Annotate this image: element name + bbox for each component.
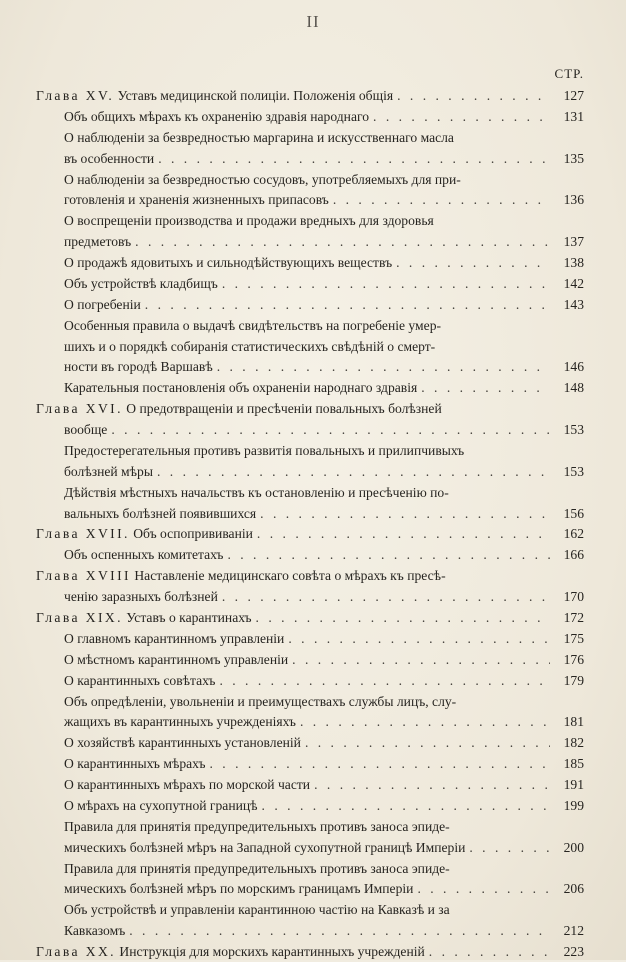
page-ref: 170 [563,589,584,605]
page-ref: 153 [563,463,584,479]
chapter-label: Глава XV. [36,88,115,103]
dot-leader [429,942,550,962]
toc-row [64,107,584,127]
toc-row [64,337,584,357]
section-title: болѣзней мѣры [64,463,153,479]
toc-row [36,566,584,586]
section-title: Объ опредѣленіи, увольненіи и преимуществахъ службы лицъ, слу- [64,693,457,709]
toc-row [64,441,584,461]
section-title: О воспрещеніи производства и продажи вредныхъ для здоровья [64,213,434,229]
dot-leader [421,378,550,398]
page-ref: 127 [563,88,584,103]
toc-row [64,504,584,524]
toc-row [64,671,584,691]
page-ref: 172 [563,610,584,625]
toc-row [64,796,584,816]
chapter-title: Инструкція для морскихъ карантинныхъ учрежденій [119,944,425,960]
toc-row [64,859,584,879]
toc-row [64,879,584,899]
section-title: О продажѣ ядовитыхъ и сильнодѣйствующихъ веществъ [64,255,393,271]
dot-leader [222,587,550,607]
toc-row [64,170,584,190]
page-ref: 199 [563,797,584,813]
section-title: О карантинныхъ мѣрахъ по морской части [64,777,311,793]
section-title: мическихъ болѣзней мѣръ на Западной сухопутной границѣ Имперіи [64,839,466,855]
section-title: Дѣйствія мѣстныхъ начальствъ къ остановленію и пресѣченію по- [64,484,449,500]
page-ref: 181 [563,714,584,730]
dot-leader [256,608,550,628]
chapter-label: Глава XVIII [36,568,131,584]
section-title: Кавказомъ [64,923,126,939]
dot-leader [333,190,550,210]
dot-leader [314,775,550,795]
toc-row [64,587,584,607]
dot-leader [157,462,550,482]
toc-row [64,754,584,774]
page-ref: 223 [563,944,584,960]
toc-row [64,900,584,920]
chapter-title: Объ оспопрививаніи [133,526,253,542]
page-ref: 162 [563,526,584,542]
page-ref: 176 [563,651,584,667]
toc-row [64,232,584,252]
page-ref: 136 [563,192,584,208]
page-number: II [306,12,320,31]
section-title: Правила для принятія предупредительныхъ противъ заноса эпиде- [64,818,450,834]
chapter-label: Глава XVII. [36,526,130,542]
section-title: мическихъ болѣзней мѣръ по морскимъ границамъ Имперіи [64,881,414,897]
page-ref: 182 [563,735,584,751]
page-ref: 212 [563,923,584,939]
page-ref: 131 [563,108,584,124]
column-header-page: СТР. [554,66,584,81]
toc-row [64,712,584,732]
section-title: О мѣстномъ карантинномъ управленіи [64,651,289,667]
chapter-label: Глава XX. [36,944,116,960]
toc-row [36,942,584,962]
page-ref: 135 [563,150,584,166]
chapter-title: О предотвращеніи и пресѣченіи повальныхъ болѣзней [126,401,442,417]
toc-row [64,775,584,795]
page-ref: 206 [563,881,584,897]
page-ref: 153 [563,422,584,438]
section-title: О наблюденіи за безвредностью сосудовъ, употребляемыхъ для при- [64,171,461,187]
dot-leader [305,733,550,753]
dot-leader [135,232,550,252]
toc-row [64,650,584,670]
section-title: Объ устройствѣ кладбищъ [64,275,218,291]
section-title: въ особенности [64,150,155,166]
toc-row [64,733,584,753]
toc-row [64,838,584,858]
section-title: Особенныя правила о выдачѣ свидѣтельствъ на погребеніе умер- [64,317,442,333]
toc-row [64,921,584,941]
page-ref: 175 [563,630,584,646]
toc-row [64,420,584,440]
toc-row [64,692,584,712]
chapter-label: Глава XIX. [36,610,123,625]
section-title: шихъ и о порядкѣ собиранія статистическихъ свѣдѣній о смерт- [64,338,436,354]
toc-row [64,253,584,273]
section-title: предметовъ [64,234,132,250]
toc-row [64,295,584,315]
dot-leader [145,295,550,315]
page-ref: 156 [563,505,584,521]
toc-row [64,190,584,210]
chapter-title: Наставленіе медицинскаго совѣта о мѣрахъ къ пресѣ- [134,568,446,584]
toc-row [64,149,584,169]
dot-leader [227,545,550,565]
section-title: ности въ городѣ Варшавѣ [64,359,213,375]
section-title: О мѣрахъ на сухопутной границѣ [64,797,258,813]
toc-row [64,211,584,231]
toc-row [64,629,584,649]
page-ref: 142 [563,275,584,291]
section-title: О карантинныхъ мѣрахъ [64,756,206,772]
dot-leader [219,671,550,691]
chapter-title: Уставъ медицинской полиціи. Положенія общія [117,88,394,103]
section-title: Объ оспенныхъ комитетахъ [64,547,224,563]
dot-leader [217,357,550,377]
dot-leader [373,107,550,127]
toc-row [64,483,584,503]
section-title: ченію заразныхъ болѣзней [64,589,218,605]
section-title: Объ устройствѣ и управленіи карантинною частію на Кавказѣ и за [64,902,450,918]
page-ref: 185 [563,756,584,772]
dot-leader [417,879,550,899]
dot-leader [469,838,550,858]
page-ref: 148 [563,380,584,396]
dot-leader [209,754,550,774]
toc-row [64,316,584,336]
page-ref: 137 [563,234,584,250]
section-title: О хозяйствѣ карантинныхъ установленій [64,735,301,751]
dot-leader [260,504,550,524]
page-ref: 179 [563,672,584,688]
dot-leader [292,650,550,670]
section-title: О наблюденіи за безвредностью маргарина и искусственнаго масла [64,129,454,145]
dot-leader [262,796,550,816]
section-title: вальныхъ болѣзней появившихся [64,505,257,521]
dot-leader [300,712,550,732]
section-title: вообще [64,422,108,438]
section-title: готовленія и храненія жизненныхъ припасовъ [64,192,329,208]
section-title: О главномъ карантинномъ управленіи [64,630,285,646]
section-title: жащихъ въ карантинныхъ учрежденіяхъ [64,714,296,730]
toc-row [64,462,584,482]
page-ref: 166 [563,547,584,563]
section-title: Правила для принятія предупредительныхъ противъ заноса эпиде- [64,860,450,876]
toc-row [64,817,584,837]
toc-row [36,608,584,628]
toc-row [64,545,584,565]
section-title: О погребеніи [64,296,141,312]
toc-row [36,86,584,106]
page-ref: 200 [563,839,584,855]
page-ref: 143 [563,296,584,312]
page-ref: 138 [563,255,584,271]
toc-row [36,399,584,419]
dot-leader [158,149,550,169]
section-title: О карантинныхъ совѣтахъ [64,672,216,688]
dot-leader [396,253,550,273]
chapter-label: Глава XVI. [36,401,123,417]
toc-row [64,378,584,398]
toc-row [36,524,584,544]
dot-leader [111,420,550,440]
dot-leader [129,921,550,941]
section-title: Объ общихъ мѣрахъ къ охраненію здравія народнаго [64,108,370,124]
dot-leader [257,524,550,544]
chapter-title: Уставъ о карантинахъ [126,610,252,625]
dot-leader [222,274,550,294]
dot-leader [397,86,550,106]
toc-row [64,274,584,294]
page-ref: 191 [563,777,584,793]
page-ref: 146 [563,359,584,375]
section-title: Предостерегательныя противъ развитія повальныхъ и прилипчивыхъ [64,442,465,458]
toc-row [64,357,584,377]
section-title: Карательныя постановленія объ охраненіи народнаго здравія [64,380,418,396]
toc-row [64,128,584,148]
dot-leader [288,629,550,649]
